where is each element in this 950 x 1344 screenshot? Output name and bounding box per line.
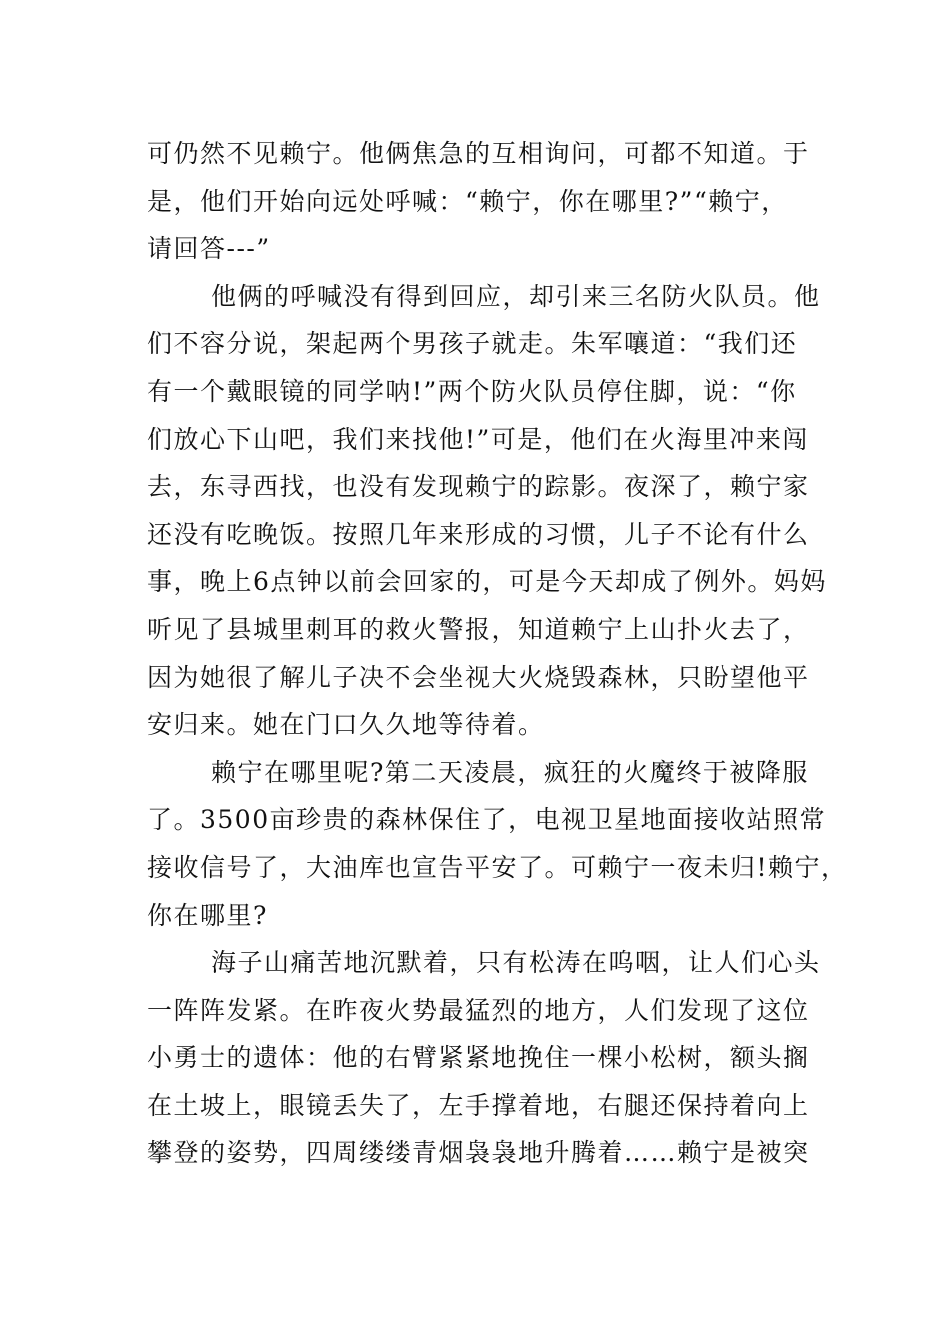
text-line: 在土坡上，眼镜丢失了，左手撑着地，右腿还保持着向上 [147, 1090, 810, 1120]
paragraph-start-line: 海子山痛苦地沉默着，只有松涛在呜咽，让人们心头 [211, 948, 821, 978]
text-line: 了。3500亩珍贵的森林保住了，电视卫星地面接收站照常 [147, 805, 827, 835]
text-line: 攀登的姿势，四周缕缕青烟袅袅地升腾着……赖宁是被突 [147, 1138, 810, 1168]
text-line: 可仍然不见赖宁。他俩焦急的互相询问，可都不知道。于 [147, 139, 810, 168]
text-line: 们不容分说，架起两个男孩子就走。朱军嚷道：“我们还 [147, 329, 798, 359]
text-line: 一阵阵发紧。在昨夜火势最猛烈的地方，人们发现了这位 [147, 995, 810, 1025]
text-line: 还没有吃晚饭。按照几年来形成的习惯，儿子不论有什么 [147, 519, 810, 549]
text-line: 去，东寻西找，也没有发现赖宁的踪影。夜深了，赖宁家 [147, 472, 810, 502]
body-text [147, 130, 848, 1177]
text-line: 们放心下山吧，我们来找他!”可是，他们在火海里冲来闯 [147, 424, 809, 454]
text-line: 因为她很了解儿子决不会坐视大火烧毁森林，只盼望他平 [147, 662, 810, 692]
text-line: 接收信号了，大油库也宣告平安了。可赖宁一夜未归!赖宁， [147, 852, 848, 882]
text-line: 事，晚上6点钟以前会回家的，可是今天却成了例外。妈妈 [147, 567, 827, 597]
paragraph-start-line: 他俩的呼喊没有得到回应，却引来三名防火队员。他 [211, 281, 821, 311]
text-line: 有一个戴眼镜的同学呐!”两个防火队员停住脚，说：“你 [147, 376, 797, 406]
text-line: 是，他们开始向远处呼喊：“赖宁，你在哪里?”“赖宁， [147, 186, 788, 216]
text-line: 请回答---” [147, 234, 271, 264]
text-line: 听见了县城里刺耳的救火警报，知道赖宁上山扑火去了， [147, 614, 810, 644]
text-line: 小勇士的遗体：他的右臂紧紧地挽住一棵小松树，额头搁 [147, 1043, 810, 1073]
text-line: 你在哪里? [147, 900, 268, 930]
paragraph-start-line: 赖宁在哪里呢?第二天凌晨，疯狂的火魔终于被降服 [211, 757, 809, 787]
text-line: 安归来。她在门口久久地等待着。 [147, 710, 545, 740]
